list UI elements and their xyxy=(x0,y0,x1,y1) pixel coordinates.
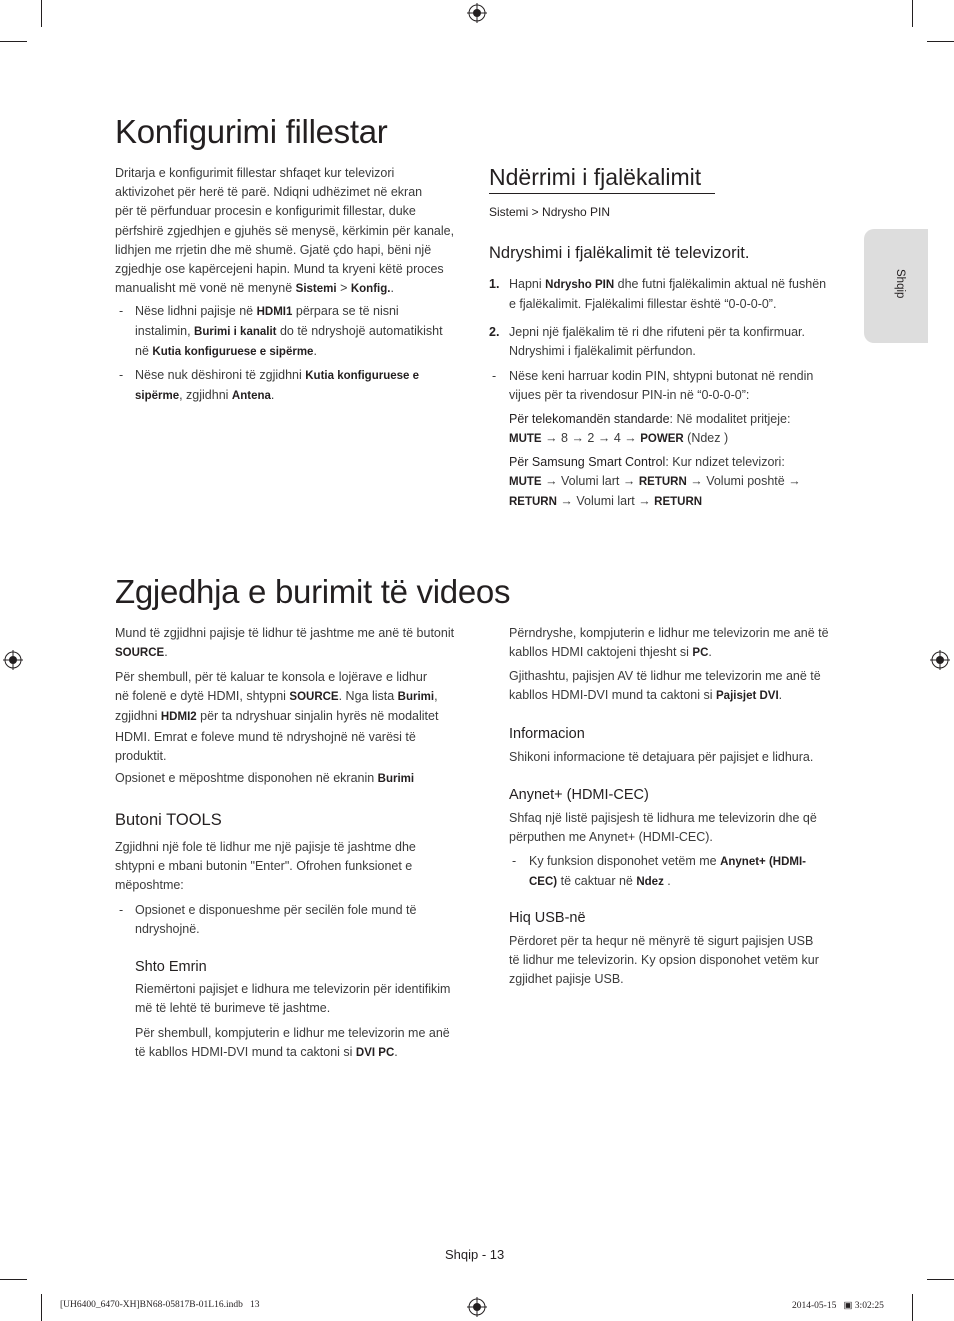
subtitle-remove-usb: Hiq USB-në xyxy=(509,910,586,926)
rename-dvi-text: Gjithashtu, pajisjen AV të lidhur me televizorin me anë të kabllos HDMI-DVI mund ta caktoni si Pajisjet DVI. xyxy=(509,669,821,703)
anynet-note: Ky funksion disponohet vetëm me Anynet+ (HDMI- CEC) të caktuar në Ndez . xyxy=(529,854,807,889)
source-example: Për shembull, për të kaluar te konsola e lojërave e lidhur në folenë e dytë HDMI, shtypni SOURCE. Nga lista Burimi, zgjidhni HDMI2 për ta ndryshuar sinjalin hyrës në modalitet HDMI. Emrat e foleve mund të ndryshojnë në varësi të produktit. xyxy=(115,670,439,763)
text-line: aktivizohet për herë të parë. Ndiqni udhëzimet në ekran xyxy=(115,185,423,200)
source-intro: Mund të zgjidhni pajisje të lidhur të jashtme me anë të butonit SOURCE. xyxy=(115,626,455,660)
crop-mark xyxy=(41,1294,42,1321)
breadcrumb-system: Sistemi xyxy=(489,205,529,219)
subtitle-anynet: Anynet+ (HDMI-CEC) xyxy=(509,787,649,803)
section-title-initial-setup: Konfigurimi fillestar xyxy=(115,113,388,150)
bullet-dash: - xyxy=(119,368,124,382)
registration-mark-icon xyxy=(467,1297,487,1317)
bullet-dash: - xyxy=(119,903,124,917)
anynet-description: Shfaq një listë pajisjesh të lidhura me televizorin dhe që përputhen me Anynet+ (HDMI-CEC). xyxy=(509,811,817,845)
crop-mark xyxy=(912,1294,913,1321)
crop-mark xyxy=(0,1279,27,1280)
smart-control-sequence: Për Samsung Smart Control: Kur ndizet televizori: MUTE → Volumi lart → RETURN → Volumi poshtë → RETURN → Volumi lart → RETURN xyxy=(509,455,801,509)
remove-usb-description: Përdoret për ta hequr në mënyrë të sigurt pajisjen USB të lidhur me televizorin. Ky opsion disponohet vetëm kur zgjidhet pajisje USB. xyxy=(509,934,819,987)
rename-pc-text: Përndryshe, kompjuterin e lidhur me televizorin me anë të kabllos HDMI caktojeni thjesht si PC. xyxy=(509,626,829,660)
text-line: Dritarja e konfigurimit fillestar shfaqet kur televizori xyxy=(115,166,395,180)
bullet-dash: - xyxy=(492,369,497,383)
language-side-tab-label: Shqip xyxy=(894,269,906,299)
section-title-change-password: Ndërrimi i fjalëkalimit xyxy=(489,164,702,190)
source-options-intro: Opsionet e mëposhtme disponohen në ekranin Burimi xyxy=(115,771,415,785)
page-number: Shqip - 13 xyxy=(445,1247,505,1262)
registration-mark-icon xyxy=(930,650,950,670)
step-1-text: Hapni Ndrysho PIN dhe futni fjalëkalimin aktual në fushën e fjalëkalimit. Fjalëkalimi fillestar është “0-0-0-0”. xyxy=(509,277,827,312)
menu-path-system: Sistemi xyxy=(295,283,337,296)
menu-path-setup: Konfig. xyxy=(350,283,391,296)
text-line: lidhjen me rrjetin dhe më shumë. Gjatë çdo hapi, bëni një xyxy=(115,242,432,257)
language-side-tab xyxy=(864,229,928,343)
bullet-dash: - xyxy=(512,854,517,868)
forgot-pin-note: Nëse keni harruar kodin PIN, shtypni butonat në rendin vijues për ta rivendosur PIN-in në “0-0-0-0”: xyxy=(509,369,814,403)
crop-mark xyxy=(927,1279,954,1280)
information-description: Shikoni informacione të detajuara për pajisjet e lidhura. xyxy=(509,750,814,764)
registration-mark-icon xyxy=(467,3,487,23)
step-number: 1. xyxy=(489,277,500,291)
rename-description: Riemërtoni pajisjet e lidhura me televizorin për identifikim më të lehtë të burimeve të jashtme. xyxy=(135,982,451,1016)
rename-example: Për shembull, kompjuterin e lidhur me televizorin me anë të kabllos HDMI-DVI mund ta caktoni si DVI PC. xyxy=(135,1026,450,1060)
initial-setup-paragraph xyxy=(115,164,454,299)
text-line: zgjedhje ose kapërcejeni hapin. Mund ta kryeni këtë proces xyxy=(115,262,444,277)
note-antenna: Nëse nuk dëshironi të zgjidhni Kutia konfiguruese e sipërme, zgjidhni Antena. xyxy=(135,368,419,403)
crop-mark xyxy=(927,41,954,42)
subtitle-information: Informacion xyxy=(509,726,585,742)
bullet-dash: - xyxy=(119,304,124,318)
breadcrumb-change-pin: Ndrysho PIN xyxy=(542,205,611,219)
tools-note: Opsionet e disponueshme për secilën fole mund të ndryshojnë. xyxy=(135,903,417,937)
text-line: përfshirë zgjedhjen e gjuhës së menysë, kërkimin për kanale, xyxy=(115,223,455,238)
text-line: manualisht më vonë në menynë Sistemi > Konfig.. xyxy=(115,281,394,296)
text-line: për të përfunduar procesin e konfigurimit fillestar, duke xyxy=(115,204,416,219)
standard-remote-sequence: Për telekomandën standarde: Në modalitet pritjeje: MUTE → 8 → 2 → 4 → POWER (Ndez ) xyxy=(509,412,791,446)
note-hdmi1: Nëse lidhni pajisje në HDMI1 përpara se të nisni instalimin, Burimi i kanalit do të ndryshojë automatikisht në Kutia konfiguruese e sipërme. xyxy=(135,304,443,359)
registration-mark-icon xyxy=(3,650,23,670)
section-title-video-source: Zgjedhja e burimit të videos xyxy=(115,573,511,610)
crop-mark xyxy=(912,0,913,27)
tools-description: Zgjidhni një fole të lidhur me një pajisje të jashtme dhe shtypni e mbani butonin "Enter". Ofrohen funksionet e mëposhtme: xyxy=(115,840,416,893)
crop-mark xyxy=(41,0,42,27)
breadcrumb: Sistemi > Ndrysho PIN xyxy=(489,205,611,219)
subtitle-rename: Shto Emrin xyxy=(135,959,207,975)
subtitle-tools-button: Butoni TOOLS xyxy=(115,811,222,829)
step-number: 2. xyxy=(489,325,500,339)
step-2-text: Jepni një fjalëkalim të ri dhe rifuteni për ta konfirmuar. Ndryshimi i fjalëkalimit përfundon. xyxy=(509,325,805,359)
title-underline xyxy=(489,193,715,194)
print-timestamp: 2014-05-15 ▣ 3:02:25 xyxy=(792,1301,884,1311)
crop-mark xyxy=(0,41,27,42)
subtitle-change-tv-password: Ndryshimi i fjalëkalimit të televizorit. xyxy=(489,244,750,262)
print-file-info: [UH6400_6470-XH]BN68-05817B-01L16.indb 13 xyxy=(60,1300,260,1310)
